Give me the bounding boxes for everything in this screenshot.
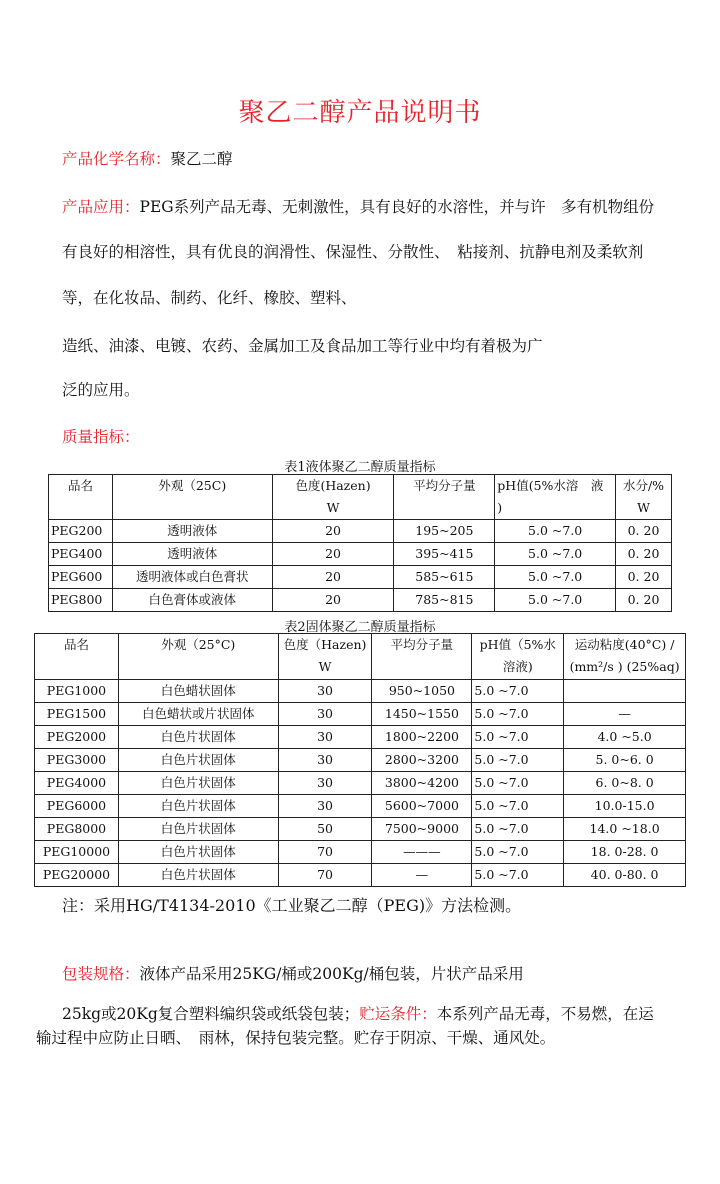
table-cell: 5.0 ~7.0: [495, 543, 616, 566]
table-cell: 40. 0-80. 0: [564, 864, 686, 887]
table-row: [35, 795, 686, 818]
table-cell: 白色片状固体: [118, 818, 278, 841]
table-row: [49, 543, 672, 566]
table-cell: ———: [372, 841, 472, 864]
table-header-text: ): [497, 500, 503, 515]
table-cell: —: [564, 703, 686, 726]
table-cell: 0. 20: [616, 543, 672, 566]
table1-header-ph: [495, 475, 616, 520]
table2-header-name: [35, 634, 119, 680]
table-cell: 白色片状固体: [118, 749, 278, 772]
table-row: [35, 680, 686, 703]
table-cell: 5.0 ~7.0: [495, 566, 616, 589]
table-cell: 5. 0~6. 0: [564, 749, 686, 772]
table-row: [49, 566, 672, 589]
table-header-text: W: [637, 500, 650, 515]
table-cell: PEG3000: [35, 749, 119, 772]
table-row: [49, 520, 672, 543]
table-cell: 0. 20: [616, 589, 672, 612]
table-cell: 7500~9000: [372, 818, 472, 841]
table-row: [35, 818, 686, 841]
table-cell: PEG800: [49, 589, 113, 612]
table-header-text: 品名: [63, 637, 89, 652]
transport-text: 本系列产品无毒，不易燃，在运: [436, 1005, 654, 1023]
table-cell: PEG2000: [35, 726, 119, 749]
packaging-text-1: 液体产品采用25KG/桶或200Kg/桶包装，片状产品采用: [139, 965, 524, 983]
table-cell: 0. 20: [616, 566, 672, 589]
table1-header-row: [49, 475, 672, 520]
chemical-name-label: 产品化学名称：: [62, 150, 171, 168]
table-cell: 70: [278, 864, 372, 887]
packaging-text-2: 25kg或20Kg复合塑料编织袋或纸袋包装；: [62, 1005, 360, 1023]
table-cell: 395~415: [394, 543, 495, 566]
packaging-line-1: [62, 962, 524, 984]
packaging-line-3: 输过程中应防止日晒、 雨林，保持包装完整。贮存于阴凉、干燥、通风处。: [36, 1029, 556, 1047]
table-cell: 5.0 ~7.0: [472, 795, 564, 818]
table2-header-appearance: [118, 634, 278, 680]
table-header-text: 品名: [67, 478, 93, 493]
table1-header-color: [272, 475, 394, 520]
table-cell: 585~615: [394, 566, 495, 589]
table-cell: 5.0 ~7.0: [472, 749, 564, 772]
table-header-text: 色度（Hazen): [283, 637, 367, 652]
table2-header-ph: [472, 634, 564, 680]
table-cell: 白色蜡状固体: [118, 680, 278, 703]
table-cell: PEG600: [49, 566, 113, 589]
table-cell: 5.0 ~7.0: [472, 864, 564, 887]
table-cell: 6. 0~8. 0: [564, 772, 686, 795]
table-header-text: 外观（25°C): [161, 637, 236, 652]
table-row: [35, 703, 686, 726]
table-cell: 白色膏体或液体: [112, 589, 272, 612]
table-cell: 20: [272, 520, 394, 543]
packaging-label: 包装规格：: [62, 965, 140, 983]
chemical-name-line: [62, 147, 233, 169]
table-header-text: 平均分子量: [413, 478, 476, 493]
table2: [34, 633, 686, 887]
table-cell: 5.0 ~7.0: [472, 772, 564, 795]
application-line-2: 有良好的相溶性，具有优良的润滑性、保湿性、分散性、 粘接剂、抗静电剂及柔软剂: [62, 243, 644, 261]
table1-header-mw: [394, 475, 495, 520]
table-cell: 950~1050: [372, 680, 472, 703]
table-cell: 5.0 ~7.0: [472, 726, 564, 749]
table-header-text: 外观（25C): [158, 478, 227, 493]
table-cell: 4.0 ~5.0: [564, 726, 686, 749]
table1-header-name: [49, 475, 113, 520]
table-cell: 20: [272, 543, 394, 566]
table-cell: 3800~4200: [372, 772, 472, 795]
table-row: [35, 841, 686, 864]
application-label: 产品应用：: [62, 198, 140, 216]
quality-label: 质量指标：: [62, 428, 140, 446]
table-cell: PEG8000: [35, 818, 119, 841]
table-cell: 30: [278, 749, 372, 772]
table-cell: 白色片状固体: [118, 772, 278, 795]
table-cell: 30: [278, 680, 372, 703]
table-row: [35, 749, 686, 772]
table-header-text: W: [318, 659, 332, 674]
table1: [48, 474, 672, 612]
table1-header-water: [616, 475, 672, 520]
table-header-text: pH值（5%水: [479, 637, 556, 652]
table-cell: 白色片状固体: [118, 795, 278, 818]
table-cell: 白色片状固体: [118, 726, 278, 749]
table-cell: 5.0 ~7.0: [472, 680, 564, 703]
table-cell: 30: [278, 795, 372, 818]
table2-header-color: [278, 634, 372, 680]
table-cell: 5.0 ~7.0: [472, 841, 564, 864]
page-title: 聚乙二醇产品说明书: [238, 98, 482, 128]
transport-label: 贮运条件：: [359, 1005, 437, 1023]
table-cell: 透明液体: [112, 543, 272, 566]
application-text-1: PEG系列产品无毒、无刺激性，具有良好的水溶性，并与许 多有机物组份: [139, 198, 655, 216]
table1-header-appearance: [112, 475, 272, 520]
table-cell: 0. 20: [616, 520, 672, 543]
table-header-text: 色度(Hazen): [295, 478, 371, 493]
application-line-3: 等，在化妆品、制药、化纤、橡胶、塑料、: [62, 289, 357, 307]
application-line-1: [62, 195, 654, 217]
table-cell: 30: [278, 726, 372, 749]
table-cell: 195~205: [394, 520, 495, 543]
table-cell: [564, 680, 686, 703]
table-header-text: pH值(5%水溶 液: [497, 478, 604, 493]
table-cell: 10.0-15.0: [564, 795, 686, 818]
table-cell: PEG400: [49, 543, 113, 566]
table1-caption: 表1液体聚乙二醇质量指标: [284, 460, 436, 475]
table-cell: PEG200: [49, 520, 113, 543]
table-row: [35, 726, 686, 749]
table-cell: 5600~7000: [372, 795, 472, 818]
table2-header-row: [35, 634, 686, 680]
table-cell: PEG1000: [35, 680, 119, 703]
table-header-text: 运动粘度(40°C) /: [574, 637, 675, 652]
table-cell: 5.0 ~7.0: [472, 703, 564, 726]
table-row: [35, 772, 686, 795]
table-cell: 1800~2200: [372, 726, 472, 749]
table2-caption: 表2固体聚乙二醇质量指标: [284, 620, 436, 635]
table-row: [49, 589, 672, 612]
table-header-text: 溶液): [502, 659, 533, 674]
table-cell: PEG4000: [35, 772, 119, 795]
packaging-line-2: [62, 1002, 654, 1024]
table-cell: 白色片状固体: [118, 841, 278, 864]
table-cell: 透明液体或白色膏状: [112, 566, 272, 589]
table2-header-mw: [372, 634, 472, 680]
chemical-name-value: 聚乙二醇: [170, 150, 233, 168]
table-cell: PEG6000: [35, 795, 119, 818]
table-cell: 1450~1550: [372, 703, 472, 726]
application-line-4: 造纸、油漆、电镀、农药、金属加工及食品加工等行业中均有着极为广: [62, 337, 543, 355]
table-cell: 透明液体: [112, 520, 272, 543]
table-header-text: 水分/%: [622, 478, 665, 493]
table-cell: 20: [272, 566, 394, 589]
table-cell: 30: [278, 703, 372, 726]
table-cell: 20: [272, 589, 394, 612]
table-cell: PEG1500: [35, 703, 119, 726]
table-cell: PEG20000: [35, 864, 119, 887]
table-header-text: 平均分子量: [390, 637, 454, 652]
table2-header-viscosity: [564, 634, 686, 680]
table-cell: 5.0 ~7.0: [495, 589, 616, 612]
table-cell: 5.0 ~7.0: [495, 520, 616, 543]
application-line-5: 泛的应用。: [62, 381, 140, 399]
table-header-text: W: [326, 500, 340, 515]
table-cell: 5.0 ~7.0: [472, 818, 564, 841]
table-cell: 785~815: [394, 589, 495, 612]
table-cell: 50: [278, 818, 372, 841]
table-cell: 18. 0-28. 0: [564, 841, 686, 864]
table-cell: 14.0 ~18.0: [564, 818, 686, 841]
table-header-text: (mm²/s ) (25%aq): [569, 659, 680, 674]
table-cell: 2800~3200: [372, 749, 472, 772]
test-method-note: 注：采用HG/T4134-2010《工业聚乙二醇（PEG)》方法检测。: [62, 896, 522, 915]
table-cell: 30: [278, 772, 372, 795]
table-cell: PEG10000: [35, 841, 119, 864]
table-cell: 70: [278, 841, 372, 864]
table-row: [35, 864, 686, 887]
table-cell: 白色片状固体: [118, 864, 278, 887]
table-cell: 白色蜡状或片状固体: [118, 703, 278, 726]
table-cell: —: [372, 864, 472, 887]
